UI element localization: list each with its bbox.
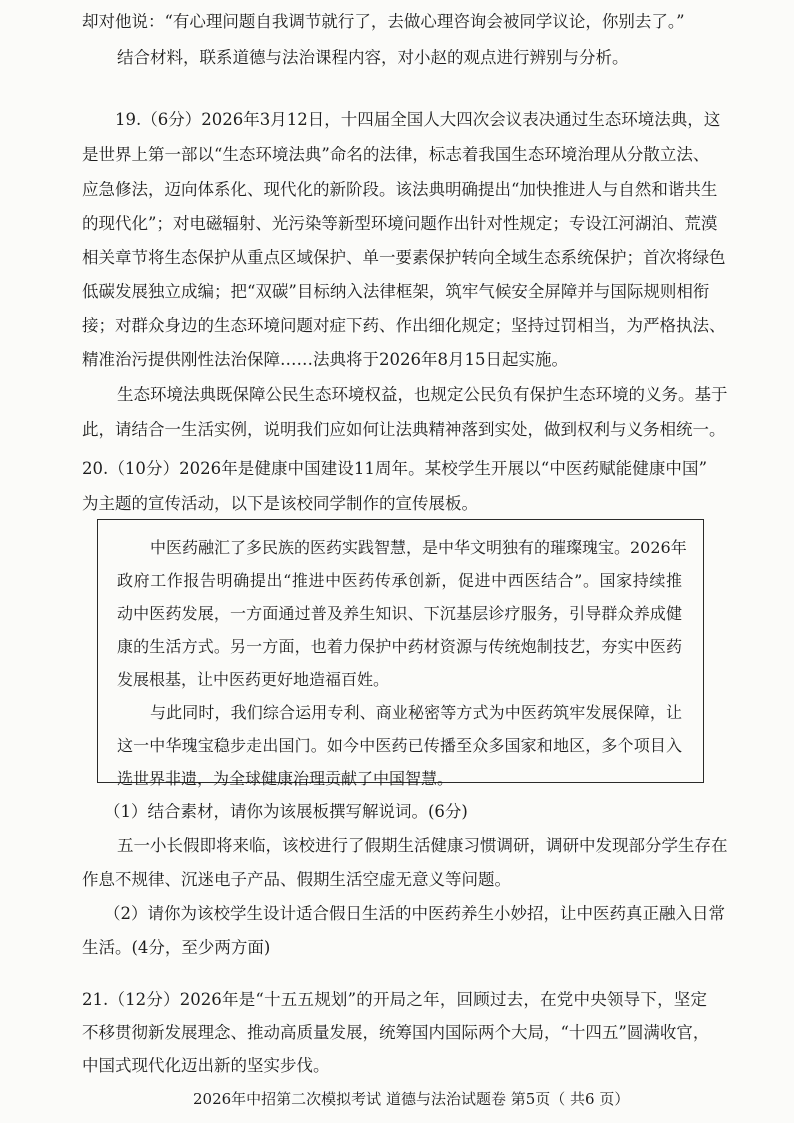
q18-quote-line: 却对他说：“有心理问题自我调节就行了，去做心理咨询会被同学议论，你别去了。” [82,12,685,31]
q19-line: 19.（6分）2026年3月12日，十四届全国人大四次会议表决通过生态环境法典，这 [115,110,721,129]
exhibit-line: 发展根基，让中医药更好地造福百姓。 [117,670,390,689]
q20-sub1: （1）结合素材，请你为该展板撰写解说词。(6分) [104,802,468,821]
exhibit-line: 政府工作报告明确提出“推进中医药传承创新，促进中西医结合”。国家持续推 [117,571,682,590]
q21-line: 中国式现代化迈出新的坚实步伐。 [82,1056,330,1075]
q19-line: 低碳发展独立成编；把“双碳”目标纳入法律框架，筑牢气候安全屏障并与国际规则相衔 [82,282,710,301]
q18-task-line: 结合材料，联系道德与法治课程内容，对小赵的观点进行辨别与分析。 [117,48,629,67]
exhibit-line: 中医药融汇了多民族的医药实践智慧，是中华文明独有的璀璨瑰宝。2026年 [150,538,687,557]
page-footer: 2026年中招第二次模拟考试 道德与法治试题卷 第5页（ 共6 页） [193,1090,630,1108]
q20-line: 20.（10分）2026年是健康中国建设11周年。某校学生开展以“中医药赋能健康中国” [82,459,707,478]
exhibit-line: 动中医药发展，一方面通过普及养生知识、下沉基层诊疗服务，引导群众养成健 [117,604,682,623]
q19-line: 的现代化”；对电磁辐射、光污染等新型环境问题作出针对性规定；专设江河湖泊、荒漠 [82,214,718,233]
q19-line: 接；对群众身边的生态环境问题对症下药、作出细化规定；坚持过罚相当，为严格执法、 [82,316,726,335]
q20-sub2: （2）请你为该校学生设计适合假日生活的中医药养生小妙招，让中医药真正融入日常 [104,904,725,923]
exhibit-line: 与此同时，我们综合运用专利、商业秘密等方式为中医药筑牢发展保障，让 [150,703,682,722]
q19-line: 是世界上第一部以“生态环境法典”命名的法律，标志着我国生态环境治理从分散立法、 [82,145,710,164]
q20-sub2: 生活。(4分，至少两方面) [82,938,271,957]
exhibit-line: 康的生活方式。另一方面，也着力保护中药材资源与传统炮制技艺，夯实中医药 [117,637,682,656]
q19-line: 应急修法，迈向体系化、现代化的新阶段。该法典明确提出“加快推进人与自然和谐共生 [82,180,718,199]
q21-line: 21.（12分）2026年是“十五五规划”的开局之年，回顾过去，在党中央领导下，坚定 [82,990,707,1009]
exhibit-line: 选世界非遗，为全球健康治理贡献了中国智慧。 [117,769,454,788]
q20-context-line: 五一小长假即将来临，该校进行了假期生活健康习惯调研，调研中发现部分学生存在 [117,836,728,855]
q20-context-line: 作息不规律、沉迷电子产品、假期生活空虚无意义等问题。 [82,870,511,889]
q19-task-line: 此，请结合一生活实例，说明我们应如何让法典精神落到实处，做到权利与义务相统一。 [82,420,726,439]
q19-line: 相关章节将生态保护从重点区域保护、单一要素保护转向全域生态系统保护；首次将绿色 [82,248,726,267]
q20-line: 为主题的宣传活动，以下是该校同学制作的宣传展板。 [82,494,478,513]
q19-task-line: 生态环境法典既保障公民生态环境权益，也规定公民负有保护生态环境的义务。基于 [117,385,728,404]
q19-line: 精准治污提供刚性法治保障……法典将于2026年8月15日起实施。 [82,350,568,369]
q21-line: 不移贯彻新发展理念、推动高质量发展，统筹国内国际两个大局，“十四五”圆满收官， [82,1023,710,1042]
exhibit-line: 这一中华瑰宝稳步走出国门。如今中医药已传播至众多国家和地区，多个项目入 [117,736,682,755]
